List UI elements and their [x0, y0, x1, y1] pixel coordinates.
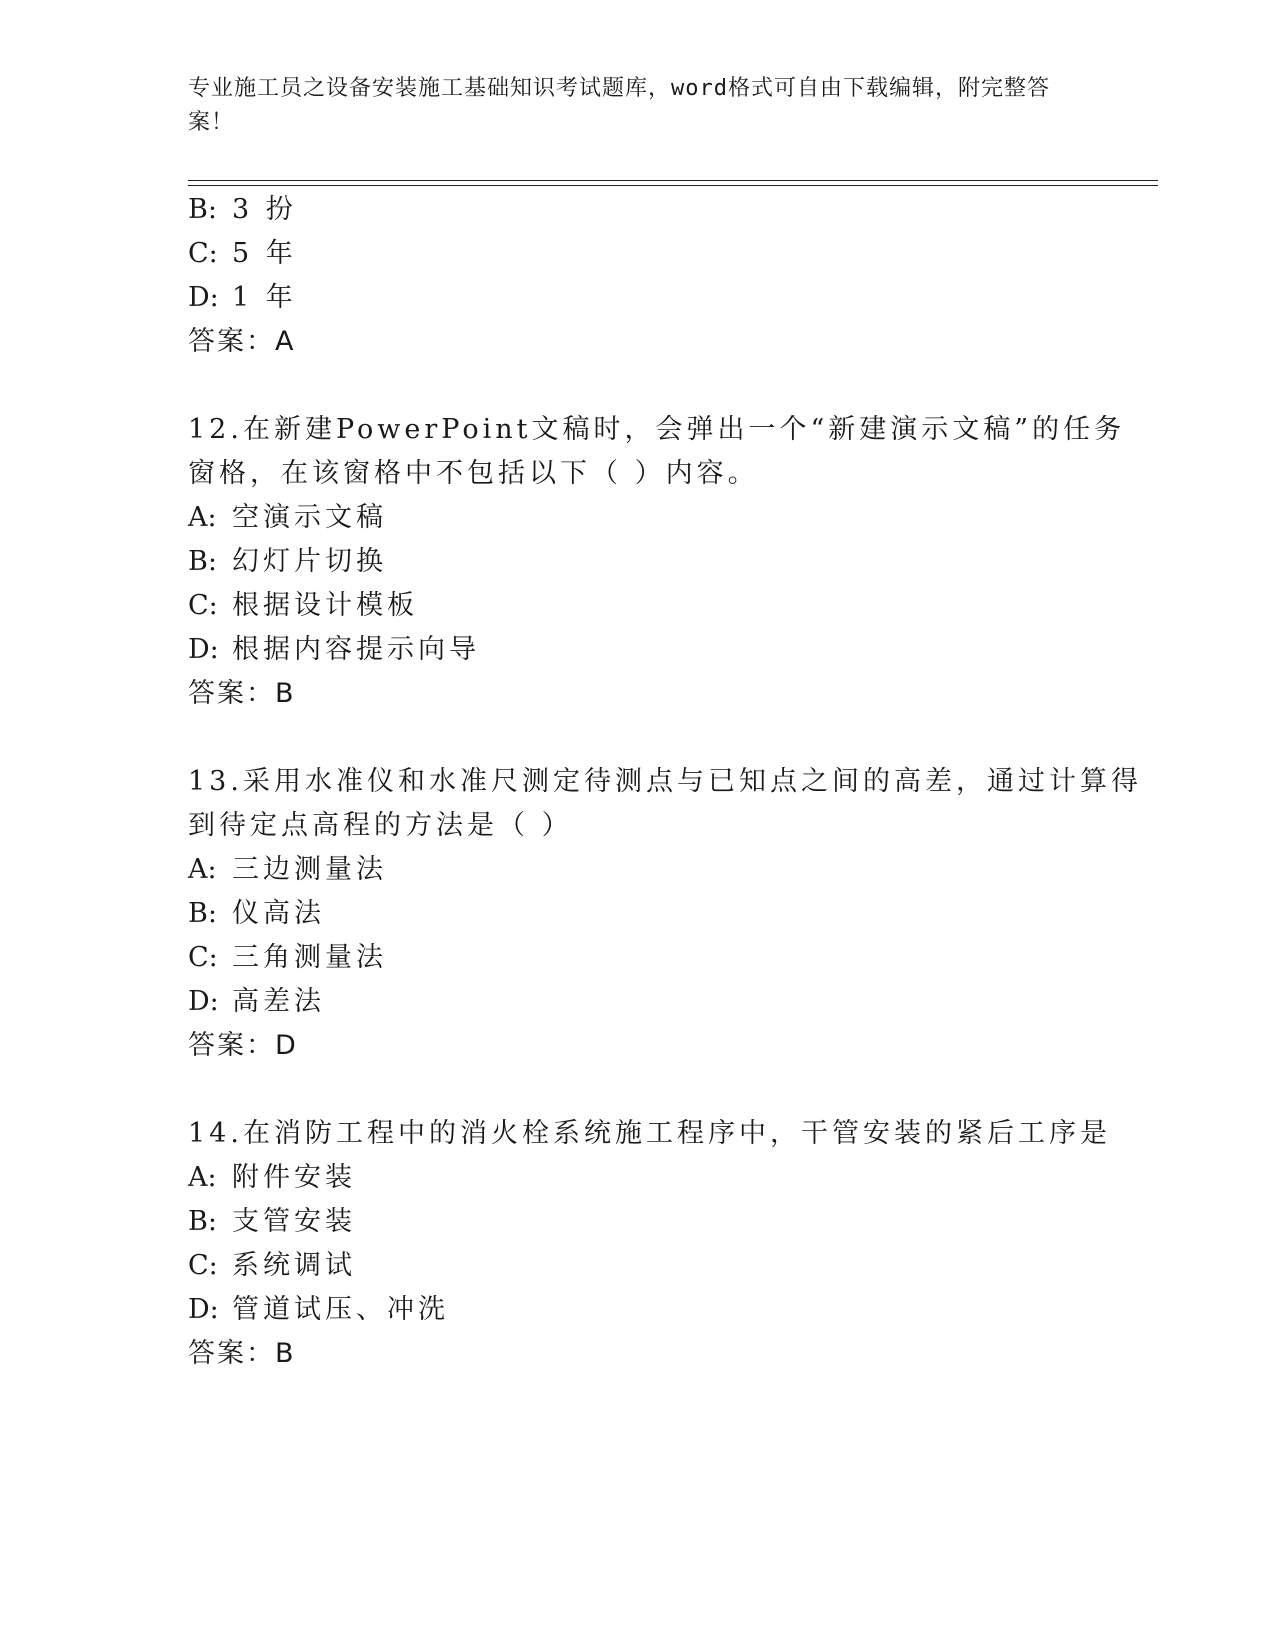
option-b: [188, 894, 325, 934]
option-label: C:: [188, 238, 218, 269]
option-label: D:: [188, 1294, 219, 1325]
option-text: 支管安装: [232, 1206, 356, 1237]
option-b: [188, 542, 387, 582]
option-label: D:: [188, 986, 219, 1017]
option-c: [188, 234, 297, 274]
question-stem-line: 14.在消防工程中的消火栓系统施工程序中，干管安装的紧后工序是: [188, 1118, 1111, 1149]
option-text: 1 年: [232, 282, 297, 313]
option-label: B:: [188, 546, 217, 577]
option-d: [188, 982, 325, 1022]
document-header: 专业施工员之设备安装施工基础知识考试题库，word格式可自由下载编辑，附完整答案！: [188, 76, 1050, 135]
option-label: A:: [188, 1162, 217, 1193]
option-c: [188, 938, 387, 978]
option-label: B:: [188, 1206, 217, 1237]
option-d: [188, 278, 297, 318]
answer-line: 答案：B: [188, 1338, 296, 1369]
option-label: A:: [188, 854, 217, 885]
option-label: B:: [188, 898, 217, 929]
option-label: B:: [188, 194, 217, 225]
option-text: 系统调试: [232, 1250, 356, 1281]
question-stem-line: 12.在新建PowerPoint文稿时，会弹出一个“新建演示文稿”的任务: [188, 414, 1126, 445]
answer-line: 答案：B: [188, 678, 296, 709]
option-label: D:: [188, 282, 219, 313]
option-label: C:: [188, 1250, 218, 1281]
option-text: 附件安装: [232, 1162, 356, 1193]
option-b: [188, 190, 297, 230]
option-text: 三边测量法: [232, 854, 387, 885]
question-stem-line: 到待定点高程的方法是（ ）: [188, 810, 573, 841]
option-label: D:: [188, 634, 219, 665]
option-a: [188, 498, 387, 538]
option-label: C:: [188, 590, 218, 621]
option-a: [188, 850, 387, 890]
option-text: 管道试压、冲洗: [232, 1294, 449, 1325]
option-text: 三角测量法: [232, 942, 387, 973]
option-b: [188, 1202, 356, 1242]
option-text: 3 扮: [232, 194, 297, 225]
option-text: 仪高法: [232, 898, 325, 929]
option-text: 根据设计模板: [232, 590, 418, 621]
option-label: C:: [188, 942, 218, 973]
option-d: [188, 630, 480, 670]
option-text: 幻灯片切换: [232, 546, 387, 577]
option-c: [188, 1246, 356, 1286]
option-a: [188, 1158, 356, 1198]
option-text: 根据内容提示向导: [232, 634, 480, 665]
option-text: 空演示文稿: [232, 502, 387, 533]
question-stem-line: 窗格，在该窗格中不包括以下（ ）内容。: [188, 458, 759, 489]
answer-line: 答案：D: [188, 1030, 298, 1061]
header-divider-bottom: [188, 185, 1158, 186]
option-text: 高差法: [232, 986, 325, 1017]
option-text: 5 年: [232, 238, 297, 269]
question-stem-line: 13.采用水准仪和水准尺测定待测点与已知点之间的高差，通过计算得: [188, 766, 1142, 797]
option-c: [188, 586, 418, 626]
header-divider-top: [188, 180, 1158, 181]
answer-line: 答案：A: [188, 326, 296, 357]
option-d: [188, 1290, 449, 1330]
option-label: A:: [188, 502, 217, 533]
